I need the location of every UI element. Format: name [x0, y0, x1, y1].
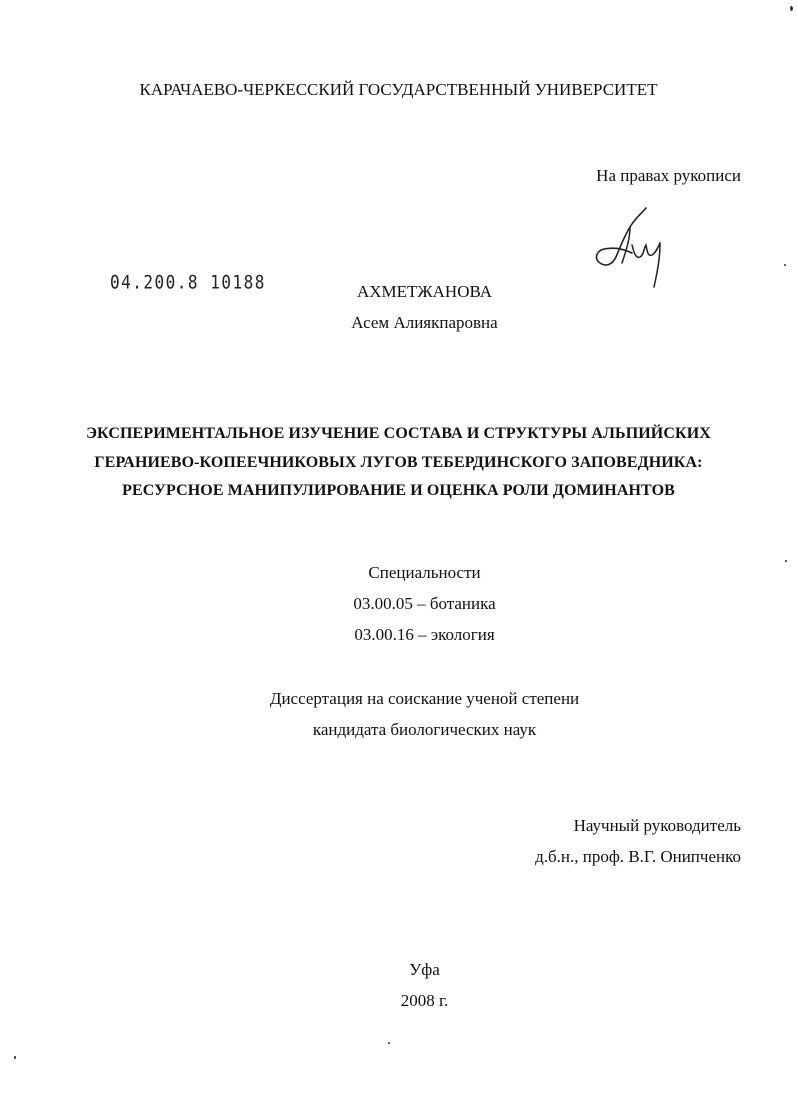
year: 2008 г.: [400, 991, 449, 1010]
title-line: РЕСУРСНОЕ МАНИПУЛИРОВАНИЕ И ОЦЕНКА РОЛИ ДОМИНАНТОВ: [122, 482, 675, 499]
manuscript-note: На правах рукописи: [596, 166, 741, 185]
specialties-heading: Специальности: [368, 563, 481, 582]
specialty-item: 03.00.16 – экология: [354, 625, 495, 644]
degree-line: кандидата биологических наук: [312, 720, 537, 739]
scan-speck: [14, 1056, 16, 1059]
author-signature: [590, 205, 670, 290]
author-surname: АХМЕТЖАНОВА: [356, 282, 493, 301]
title-line: ГЕРАНИЕВО-КОПЕЕЧНИКОВЫХ ЛУГОВ ТЕБЕРДИНСКОГО ЗАПОВЕДНИКА:: [94, 454, 703, 471]
scan-speck: [790, 6, 793, 11]
city: Уфа: [409, 960, 440, 979]
degree-line: Диссертация на соискание ученой степени: [269, 689, 580, 708]
university-name: КАРАЧАЕВО-ЧЕРКЕССКИЙ ГОСУДАРСТВЕННЫЙ УНИВЕРСИТЕТ: [139, 80, 658, 99]
title-line: ЭКСПЕРИМЕНТАЛЬНОЕ ИЗУЧЕНИЕ СОСТАВА И СТРУКТУРЫ АЛЬПИЙСКИХ: [86, 425, 711, 442]
supervisor-name: д.б.н., проф. В.Г. Онипченко: [535, 847, 741, 866]
registry-stamp: 04.200.8 10188: [110, 271, 266, 293]
author-given-names: Асем Алиякпаровна: [351, 313, 498, 332]
scan-speck: [785, 560, 787, 562]
scan-speck: [388, 1042, 390, 1044]
scan-speck: [784, 264, 786, 266]
specialty-item: 03.00.05 – ботаника: [353, 594, 496, 613]
supervisor-label: Научный руководитель: [573, 816, 741, 835]
